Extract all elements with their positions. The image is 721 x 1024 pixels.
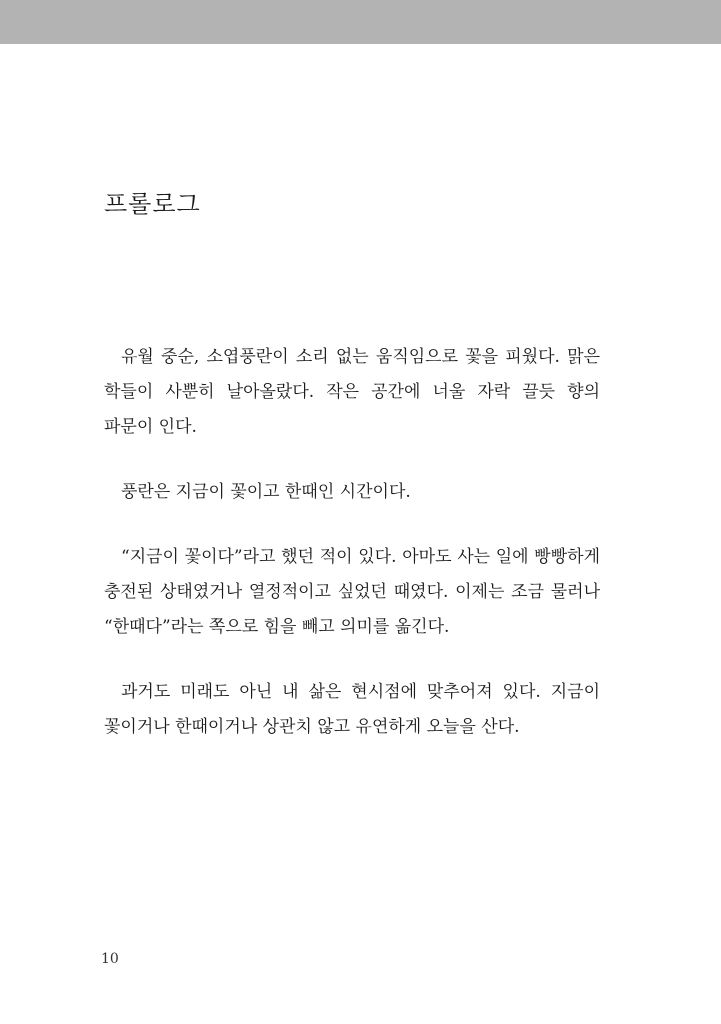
top-bar [0,0,721,44]
page-number: 10 [101,951,119,967]
body-text [104,340,600,775]
paragraph-1: 유월 중순, 소엽풍란이 소리 없는 움직임으로 꽃을 피웠다. 맑은 학들이 사뿐히 날아올랐다. 작은 공간에 너울 자락 끌듯 향의 파문이 인다. [104,347,600,437]
paragraph-2: 풍란은 지금이 꽃이고 한때인 시간이다. [121,482,411,502]
page-title: 프롤로그 [104,190,201,218]
paragraph-3: “지금이 꽃이다”라고 했던 적이 있다. 아마도 사는 일에 빵빵하게 충전된 상태였거나 열정적이고 싶었던 때였다. 이제는 조금 물러나 “한때다”라는 쪽으로 힘을 빼고 의미를 옮긴다. [104,547,600,637]
paragraph-4: 과거도 미래도 아닌 내 삶은 현시점에 맞추어져 있다. 지금이 꽃이거나 한때이거나 상관치 않고 유연하게 오늘을 산다. [104,682,600,737]
